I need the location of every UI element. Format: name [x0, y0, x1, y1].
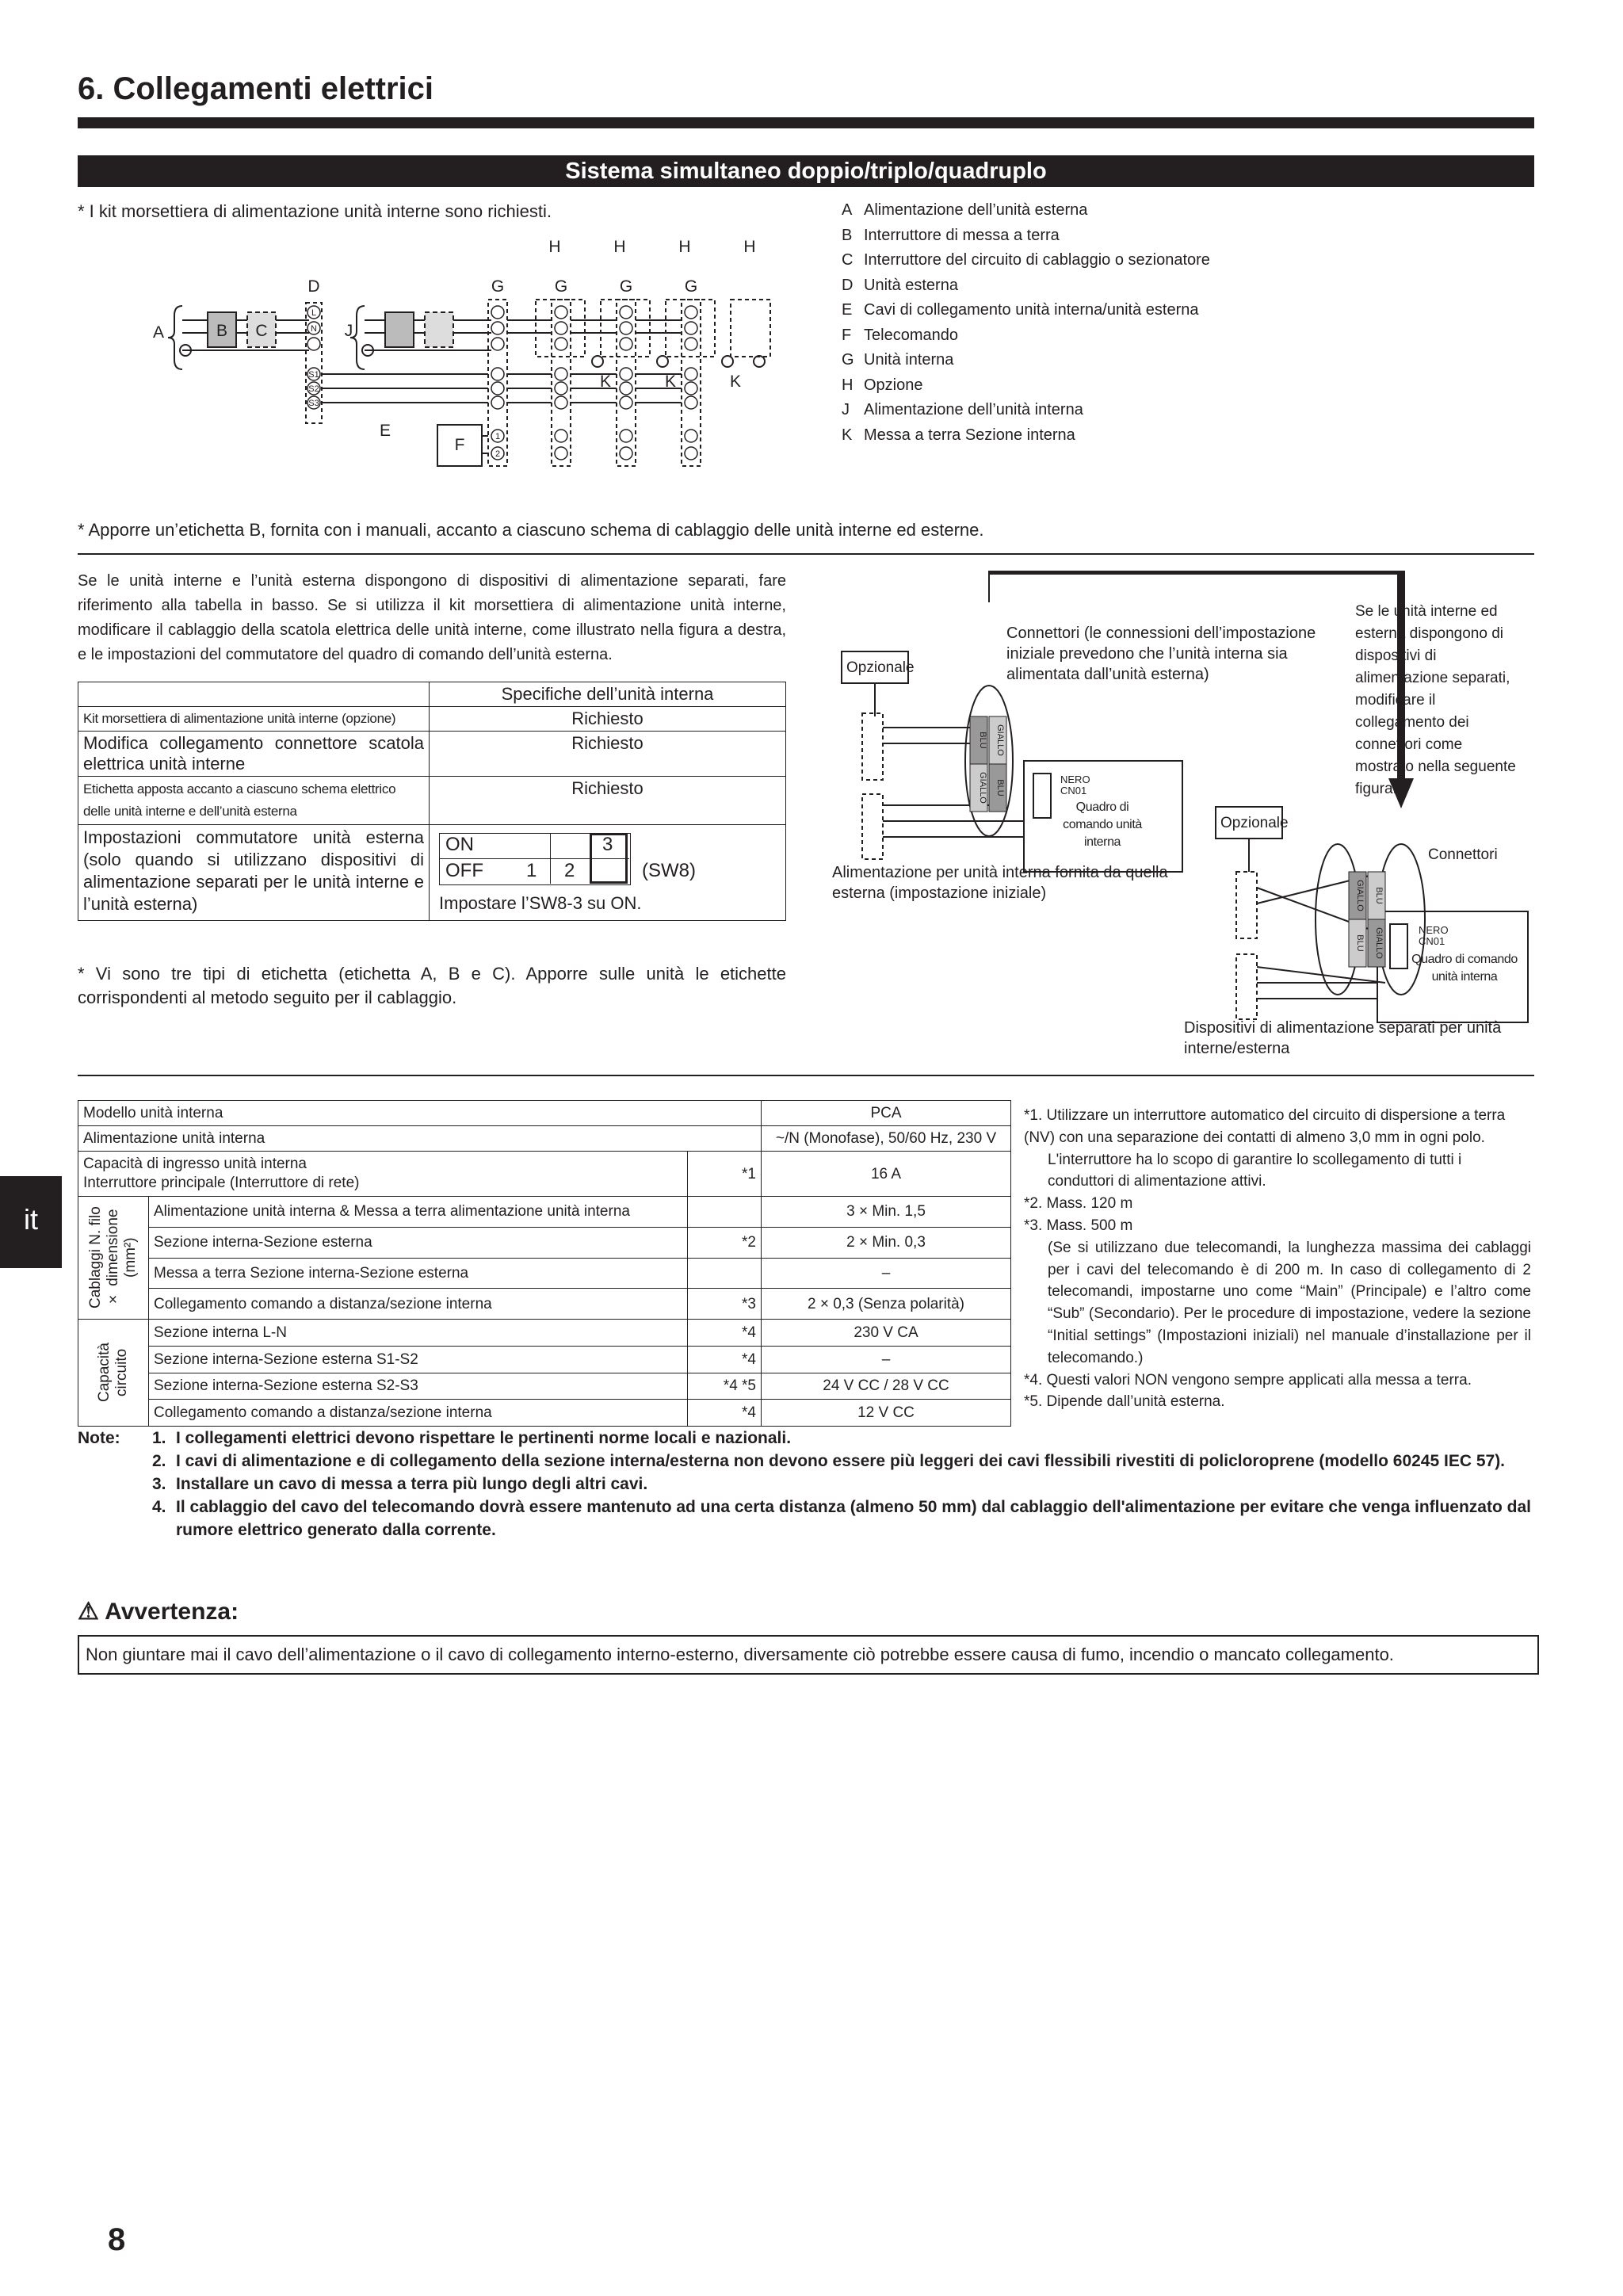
- model-label: Modello unità interna: [78, 1101, 762, 1126]
- spec-row-label: Modifica collegamento connettore scatola elettrica unità interne: [78, 732, 430, 777]
- note-item: 3. Installare un cavo di messa a terra più lungo degli altri cavi.: [152, 1475, 648, 1493]
- indoor-spec-table: [78, 682, 786, 921]
- kit-required-note: * I kit morsettiera di alimentazione unità interne sono richiesti.: [78, 201, 552, 221]
- model-value: PCA: [762, 1101, 1011, 1126]
- spec-row-label: Kit morsettiera di alimentazione unità interne (opzione): [78, 707, 430, 732]
- legend-item: E Cavi di collegamento unità interna/unità esterna: [842, 301, 1199, 319]
- switch-on-label: ON: [445, 834, 474, 855]
- switch-caption: Impostare l’SW8-3 su ON.: [439, 893, 642, 913]
- switch-name: (SW8): [642, 860, 696, 881]
- terminal-1: 1: [495, 432, 501, 441]
- terminal-L: L: [311, 308, 317, 318]
- cn01-label: CN01: [1419, 935, 1445, 947]
- legend-item: F Telecomando: [842, 326, 958, 344]
- wiring-row-label: Collegamento comando a distanza/sezione interna: [149, 1289, 688, 1320]
- caption-separate-supply: Dispositivi di alimentazione separati per unità interne/esterna: [1184, 1019, 1502, 1057]
- terminal-S1: S1: [308, 370, 319, 380]
- legend-item: J Alimentazione dell’unità interna: [842, 401, 1083, 418]
- blu-label: BLU: [1374, 887, 1384, 904]
- circuit-row-ref: *4: [688, 1346, 762, 1373]
- giallo-label: GIALLO: [1355, 880, 1365, 911]
- footnote: *5. Dipende dall’unità esterna.: [1024, 1393, 1225, 1411]
- giallo-label: GIALLO: [978, 772, 987, 804]
- switch-number-3: 3: [602, 834, 613, 855]
- label-b-note: * Apporre un’etichetta B, fornita con i manuali, accanto a ciascuno schema di cablaggio delle unità interne ed esterne.: [78, 520, 984, 540]
- warning-heading: [78, 1598, 239, 1626]
- spec-row-label: Etichetta apposta accanto a ciascuno schema elettrico delle unità interne e dell’unità esterna: [78, 777, 430, 825]
- legend-item: G Unità interna: [842, 351, 954, 369]
- circuit-row-label: Sezione interna-Sezione esterna S2-S3: [149, 1373, 688, 1400]
- circuit-row-label: Sezione interna-Sezione esterna S1-S2: [149, 1346, 688, 1373]
- wiring-row-ref: *2: [688, 1227, 762, 1258]
- capacity-ref: *1: [688, 1152, 762, 1197]
- note-item: 4. Il cablaggio del cavo del telecomando dovrà essere mantenuto ad una certa distanza (almeno 50 mm) dal cablaggio dell'alimentazione per evitare che venga influenzato dal rumore elettrico generato dalla corrente.: [152, 1498, 1531, 1539]
- footnote: *1. Utilizzare un interruttore automatico del circuito di dispersione a terra (NV) con una separazione dei contatti di almeno 3,0 mm in ogni polo.: [1024, 1107, 1506, 1146]
- label-H: H: [613, 238, 626, 256]
- wiring-row-ref: [688, 1258, 762, 1289]
- capacity-label2: Interruttore principale (Interruttore di rete): [83, 1175, 360, 1191]
- sw8-switch-cell: [430, 825, 786, 921]
- supply-label: Alimentazione unità interna: [78, 1126, 762, 1152]
- footnote: (Se si utilizzano due telecomandi, la lunghezza massima dei cablaggi per i cavi del telecomando è di 200 m. In caso di collegamento di 2 telecomandi, impostarne uno come “Main” (Principale) e l’altro come “Sub” (Secondario). Per le procedure di impostazione, vedere la sezione “Initial settings” (Impostazioni iniziali) nel manuale d’installazione per il telecomando.): [1048, 1239, 1531, 1366]
- supply-value: ~/N (Monofase), 50/60 Hz, 230 V: [762, 1126, 1011, 1152]
- footnote: *2. Mass. 120 m: [1024, 1195, 1133, 1213]
- wiring-group-label: Cablaggi N. filo × dimensione (mm²): [87, 1206, 139, 1309]
- circuit-row-label: Collegamento comando a distanza/sezione interna: [149, 1400, 688, 1427]
- blu-label: BLU: [978, 732, 987, 749]
- spec-row-value: Richiesto: [430, 732, 786, 777]
- circuit-row-label: Sezione interna L-N: [149, 1320, 688, 1347]
- footnote: *3. Mass. 500 m: [1024, 1217, 1133, 1234]
- terminal-2: 2: [495, 449, 501, 459]
- blu-label: BLU: [1355, 934, 1365, 952]
- spec-row-value: Richiesto: [430, 707, 786, 732]
- label-K: K: [664, 372, 677, 391]
- label-J: J: [344, 322, 353, 340]
- control-board-label: Quadro di comando unità interna: [1411, 953, 1518, 984]
- note-item: 2. I cavi di alimentazione e di collegamento della sezione interna/esterna non devono essere più leggeri dei cavi flessibili rivestiti di policloroprene (modello 60245 IEC 57).: [152, 1452, 1506, 1470]
- wiring-row-ref: [688, 1197, 762, 1228]
- wiring-row-label: Messa a terra Sezione interna-Sezione esterna: [149, 1258, 688, 1289]
- legend-list: [842, 198, 1210, 448]
- label-G: G: [619, 277, 633, 296]
- warning-box: Non giuntare mai il cavo dell’alimentazione o il cavo di collegamento interno-esterno, diversamente ciò potrebbe essere causa di fumo, incendio o mancato collegamento.: [78, 1635, 1539, 1675]
- terminal-S3: S3: [308, 399, 319, 408]
- circuit-row-value: –: [762, 1346, 1011, 1373]
- legend-item: A Alimentazione dell’unità esterna: [842, 201, 1088, 219]
- wiring-row-label: Sezione interna-Sezione esterna: [149, 1227, 688, 1258]
- switch-number-1: 1: [526, 860, 537, 881]
- terminal-N: N: [311, 324, 317, 334]
- separate-supply-paragraph: Se le unità interne e l’unità esterna dispongono di dispositivi di alimentazione separati, fare riferimento alla tabella in basso. Se si utilizza il kit morsettiera di alimentazione unità interne, modificare il cablaggio della scatola elettrica delle unità interne, come illustrato nella figura a destra, e le impostazioni del commutatore del quadro di comando dell’unità esterna.: [78, 572, 786, 663]
- switch-number-2: 2: [564, 860, 575, 881]
- divider: [78, 1075, 1534, 1076]
- label-E: E: [379, 422, 391, 440]
- notes-label: Note:: [78, 1429, 120, 1447]
- circuit-row-value: 230 V CA: [762, 1320, 1011, 1347]
- circuit-row-ref: *4: [688, 1320, 762, 1347]
- circuit-row-ref: *4: [688, 1400, 762, 1427]
- label-G: G: [491, 277, 505, 296]
- label-F: F: [454, 436, 465, 454]
- nero-label: NERO: [1060, 774, 1090, 785]
- label-H: H: [743, 238, 756, 256]
- legend-item: K Messa a terra Sezione interna: [842, 426, 1075, 444]
- label-K: K: [599, 372, 612, 391]
- caption-initial-setting: Alimentazione per unità interna fornita da quella esterna (impostazione iniziale): [832, 864, 1168, 902]
- legend-item: H Opzione: [842, 376, 923, 394]
- wiring-row-label: Alimentazione unità interna & Messa a terra alimentazione unità interna: [149, 1197, 688, 1228]
- label-C: C: [255, 322, 268, 340]
- spec-row-value: Richiesto: [430, 777, 786, 825]
- circuit-row-value: 24 V CC / 28 V CC: [762, 1373, 1011, 1400]
- wiring-row-value: 3 × Min. 1,5: [762, 1197, 1011, 1228]
- blu-label: BLU: [995, 779, 1005, 797]
- label-H: H: [678, 238, 691, 256]
- optional-label-right: Opzionale: [1220, 815, 1289, 831]
- language-tab: it: [0, 1176, 62, 1268]
- connettori-label: Connettori: [1428, 846, 1498, 863]
- legend-item: D Unità esterna: [842, 276, 958, 294]
- warning-icon: ⚠: [78, 1599, 99, 1625]
- label-H: H: [548, 238, 561, 256]
- separate-supply-note: Se le unità interne ed esterna dispongono di dispositivi di alimentazione separati, modificare il collegamento dei connettori come mostrato nella seguente figura.: [1355, 603, 1516, 797]
- capacity-label: Capacità di ingresso unità interna: [83, 1156, 307, 1172]
- label-G: G: [684, 277, 698, 296]
- page-title: 6. Collegamenti elettrici: [78, 71, 434, 106]
- giallo-label: GIALLO: [995, 724, 1005, 756]
- terminal-S2: S2: [308, 384, 319, 394]
- giallo-label: GIALLO: [1374, 927, 1384, 959]
- label-types-note: * Vi sono tre tipi di etichetta (etichetta A, B e C). Apporre sulle unità le etichette corrispondenti al metodo seguito per il cablaggio.: [78, 964, 786, 1007]
- circuit-row-value: 12 V CC: [762, 1400, 1011, 1427]
- circuit-group-label: Capacità circuito: [96, 1343, 130, 1403]
- label-B: B: [216, 322, 228, 340]
- capacity-value: 16 A: [762, 1152, 1011, 1197]
- note-item: 1. I collegamenti elettrici devono rispettare le pertinenti norme locali e nazionali.: [152, 1429, 792, 1447]
- wiring-row-value: 2 × Min. 0,3: [762, 1227, 1011, 1258]
- divider: [78, 553, 1534, 555]
- wiring-row-value: 2 × 0,3 (Senza polarità): [762, 1289, 1011, 1320]
- footnote: L'interruttore ha lo scopo di garantire lo scollegamento di tutti i conduttori di alimentazione attivi.: [1048, 1151, 1462, 1190]
- page-number: 8: [108, 2222, 126, 2257]
- cn01-label: CN01: [1060, 785, 1087, 797]
- optional-label-left: Opzionale: [846, 659, 915, 676]
- nero-label: NERO: [1419, 924, 1449, 936]
- legend-item: C Interruttore del circuito di cablaggio o sezionatore: [842, 251, 1210, 269]
- label-K: K: [729, 372, 742, 391]
- label-A: A: [152, 323, 165, 342]
- footnotes: [1024, 1105, 1531, 1413]
- footnote: *4. Questi valori NON vengono sempre applicati alla messa a terra.: [1024, 1371, 1472, 1389]
- section-banner: Sistema simultaneo doppio/triplo/quadruplo: [78, 155, 1534, 187]
- wiring-spec-table: [78, 1100, 1011, 1427]
- notes-list: [152, 1427, 1536, 1541]
- wiring-row-ref: *3: [688, 1289, 762, 1320]
- label-G: G: [554, 277, 568, 296]
- label-D: D: [307, 277, 320, 296]
- spec-row-label: Impostazioni commutatore unità esterna (solo quando si utilizzano dispositivi di alimentazione separati per le unità interne e l’unità esterna): [78, 825, 430, 921]
- connectors-note: Connettori (le connessioni dell’impostazione iniziale prevedono che l’unità interna sia alimentata dall’unità esterna): [1006, 625, 1316, 683]
- control-board-label: Quadro di comando unità interna: [1063, 800, 1142, 849]
- switch-off-label: OFF: [445, 860, 483, 881]
- circuit-row-ref: *4 *5: [688, 1373, 762, 1400]
- legend-item: B Interruttore di messa a terra: [842, 226, 1060, 244]
- wiring-row-value: –: [762, 1258, 1011, 1289]
- spec-header: Specifiche dell’unità interna: [430, 682, 786, 707]
- warning-title: Avvertenza:: [105, 1599, 239, 1625]
- title-rule: [78, 117, 1534, 128]
- wiring-diagram-simultaneous: [143, 235, 777, 472]
